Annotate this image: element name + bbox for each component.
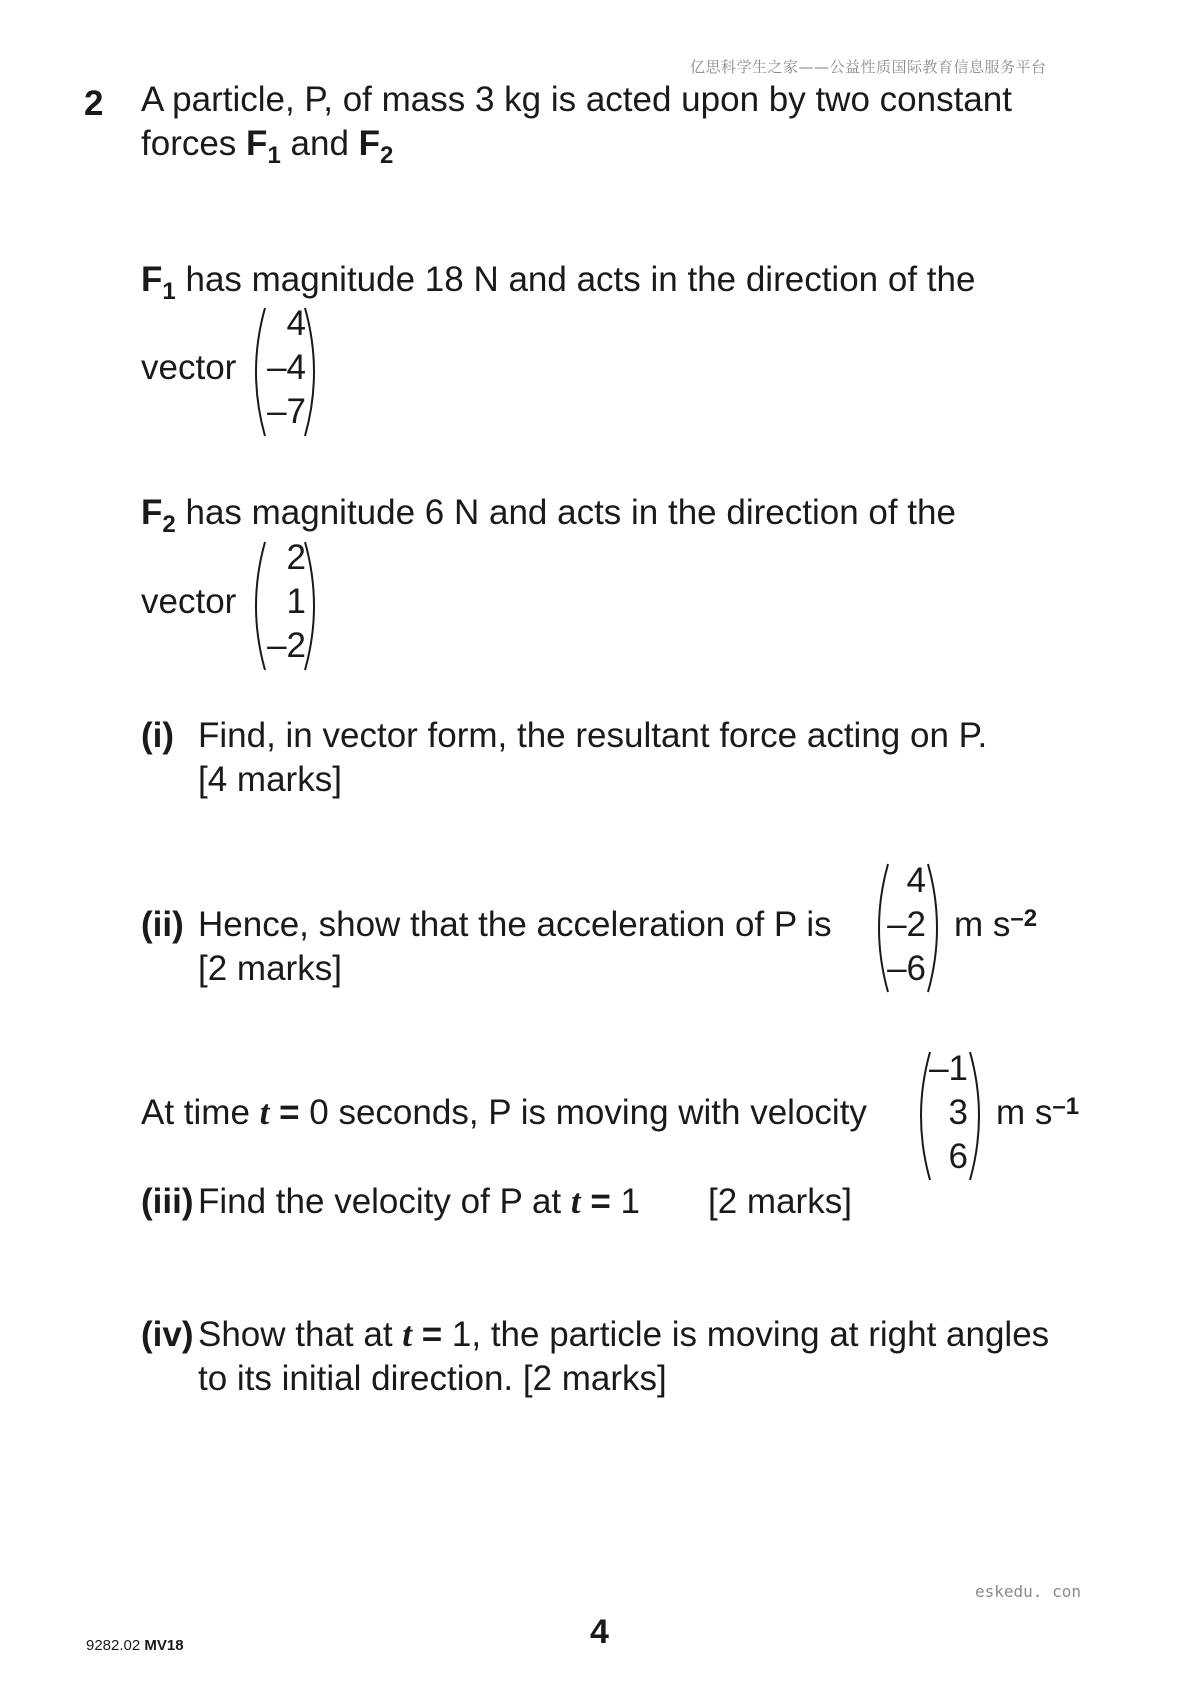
acceleration-vector-x: 4 — [906, 861, 926, 900]
f1-vector-label: vector — [141, 348, 237, 387]
part-iv-label: (iv) — [141, 1315, 194, 1354]
part-iv-line-2: to its initial direction. [2 marks] — [198, 1359, 667, 1398]
page-number: 4 — [590, 1613, 609, 1651]
f1-vector — [258, 302, 306, 434]
intro-line-1: A particle, P, of mass 3 kg is acted upon by two constant — [141, 80, 1012, 119]
paper-code: 9282.02 MV18 — [86, 1637, 184, 1654]
acceleration-vector-y: –2 — [887, 905, 926, 944]
velocity-vector-y: 3 — [948, 1093, 968, 1132]
part-i-marks: [4 marks] — [198, 760, 342, 799]
f1-vector-y: –4 — [267, 348, 306, 387]
intro-line-2: forces $F_1$ and $F_2$ — [141, 124, 394, 169]
f2-vector-z: –2 — [267, 626, 306, 665]
velocity-vector-x: –1 — [929, 1049, 968, 1088]
acceleration-vector — [880, 859, 926, 991]
part-iii-text: Find the velocity of P at t = 1 — [198, 1182, 640, 1221]
part-ii-marks: [2 marks] — [198, 949, 342, 988]
part-i-text: Find, in vector form, the resultant force acting on P. — [198, 716, 988, 755]
f1-description: $F_1$ has magnitude 18 N and acts in the direction of the — [141, 260, 976, 305]
f2-vector-label: vector — [141, 582, 237, 621]
f2-vector-y: 1 — [286, 582, 306, 621]
f1-vector-x: 4 — [286, 304, 306, 343]
watermark-bottom: eskedu. con — [975, 1582, 1081, 1601]
part-iv-text: Show that at t = 1, the particle is moving at right angles — [198, 1315, 1050, 1354]
part-iii-label: (iii) — [141, 1182, 194, 1221]
velocity-unit: m $s^{-1}$ — [996, 1093, 1080, 1132]
velocity-vector-z: 6 — [948, 1137, 968, 1176]
acceleration-vector-z: –6 — [887, 949, 926, 988]
f2-vector — [258, 536, 306, 668]
f1-vector-z: –7 — [267, 392, 306, 431]
part-ii-text: Hence, show that the acceleration of P is — [198, 905, 832, 944]
watermark-top: 亿思科学生之家——公益性质国际教育信息服务平台 — [690, 58, 1047, 76]
velocity-statement: At time t = 0 seconds, P is moving with velocity — [141, 1093, 867, 1132]
velocity-vector — [922, 1047, 968, 1179]
f2-vector-x: 2 — [286, 538, 306, 577]
part-ii-label: (ii) — [141, 905, 184, 944]
part-i-label: (i) — [141, 716, 175, 755]
part-iii-marks: [2 marks] — [708, 1182, 852, 1221]
question-number: 2 — [84, 84, 104, 123]
f2-description: $F_2$ has magnitude 6 N and acts in the direction of the — [141, 493, 956, 538]
acceleration-unit: m $s^{-2}$ — [954, 905, 1038, 944]
